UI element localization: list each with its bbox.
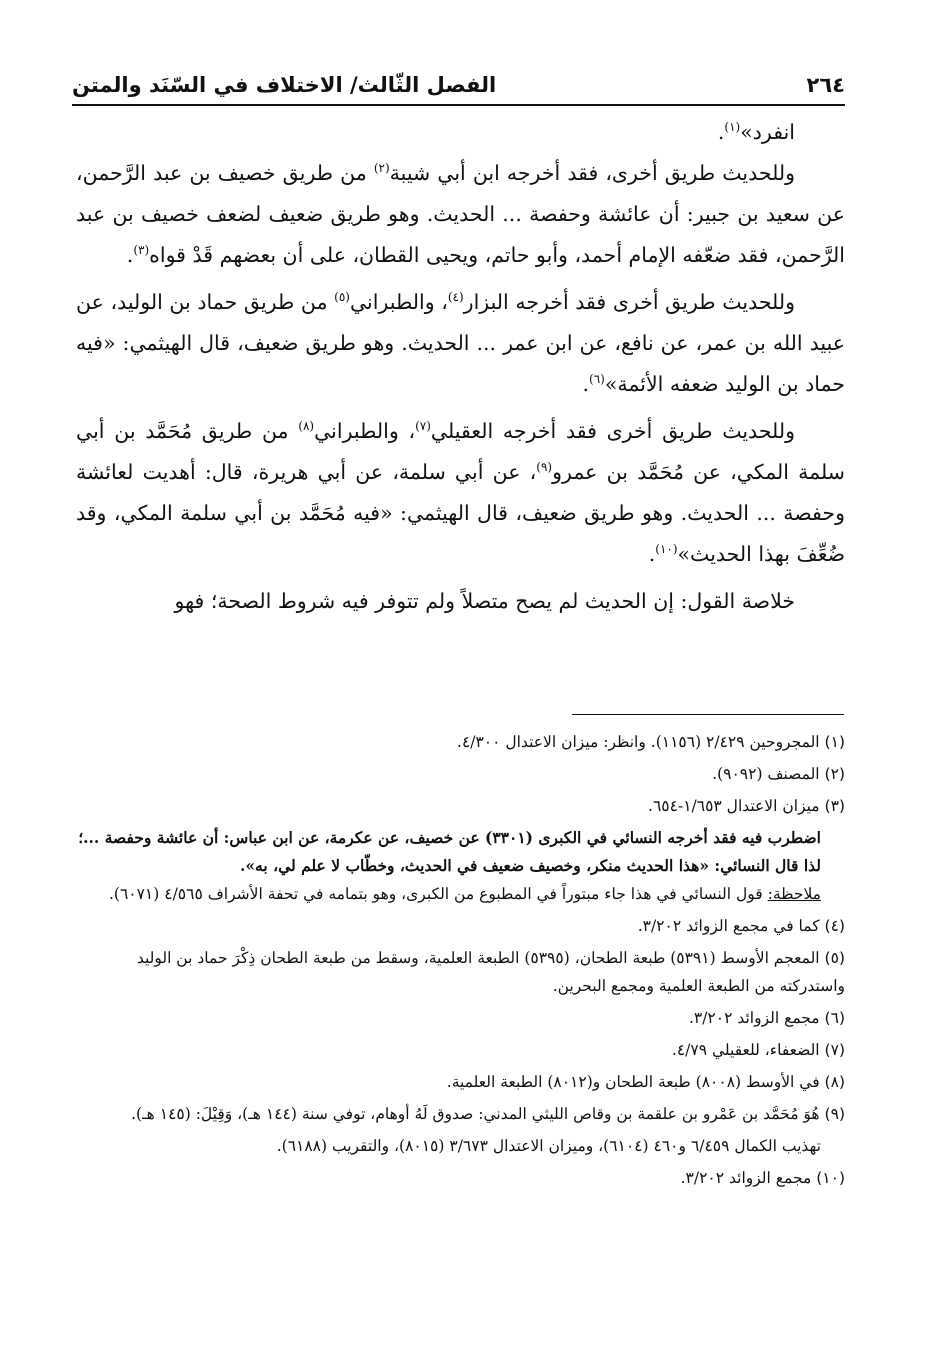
footnote-3-remark: ملاحظة: قول النسائي في هذا جاء مبتوراً في المطبوع من الكبرى، وهو بتمامه في تحفة الأشراف ٤/٥٦٥ (٦٠٧١). xyxy=(108,885,821,903)
footnote-ref-10[interactable]: (١٠) xyxy=(655,542,678,557)
paragraph-3: وللحديث طريق أخرى فقد أخرجه البزار$^{(٤)}$، والطبراني$^{(٥)}$ من طريق حماد بن الوليد، عن عبيد الله بن عمر، عن نافع، عن ابن عمر ... الحديث. وهو طريق ضعيف، قال الهيثمي: «فيه حماد بن الوليد ضعفه الأئمة»$^{(٦)}$. xyxy=(76,290,845,396)
footnote-6: (٦) مجمع الزوائد ٣/٢٠٢. xyxy=(688,1009,845,1027)
footnote-ref-5[interactable]: (٥) xyxy=(334,290,350,305)
footnote-2: (٢) المصنف (٩٠٩٢). xyxy=(712,765,845,783)
footnote-ref-1[interactable]: (١) xyxy=(724,120,741,135)
footnote-ref-7[interactable]: (٧) xyxy=(415,419,431,434)
footnotes xyxy=(72,728,845,1196)
footnote-4: (٤) كما في مجمع الزوائد ٣/٢٠٢. xyxy=(637,917,845,935)
footnote-10: (١٠) مجمع الزوائد ٣/٢٠٢. xyxy=(680,1169,845,1187)
page-header xyxy=(72,68,845,102)
main-text xyxy=(76,112,845,622)
paragraph-5: خلاصة القول: إن الحديث لم يصح متصلاً ولم تتوفر فيه شروط الصحة؛ فهو xyxy=(174,589,795,613)
footnote-9-note: تهذيب الكمال ٦/٤٥٩ و٤٦٠ (٦١٠٤)، وميزان الاعتدال ٣/٦٧٣ (٨٠١٥)، والتقريب (٦١٨٨). xyxy=(276,1137,821,1155)
footnote-ref-4[interactable]: (٤) xyxy=(447,290,464,305)
footnote-3: (٣) ميزان الاعتدال ١/٦٥٣-٦٥٤. xyxy=(648,797,845,815)
header-rule xyxy=(72,104,845,106)
footnote-rule xyxy=(572,714,844,715)
footnote-ref-8[interactable]: (٨) xyxy=(298,419,315,434)
paragraph-4: وللحديث طريق أخرى فقد أخرجه العقيلي$^{(٧)}$، والطبراني$^{(٨)}$ من طريق مُحَمَّد بن أبي سلمة المكي، عن مُحَمَّد بن عمرو$^{(٩)}$، عن أبي سلمة، عن أبي هريرة، قال: أهديت لعائشة وحفصة ... الحديث. وهو طريق ضعيف، قال الهيثمي: «فيه مُحَمَّد بن أبي سلمة المكي، وقد ضُعِّفَ بهذا الحديث»$^{(١٠)}$. xyxy=(76,419,845,566)
footnote-9: (٩) هُوَ مُحَمَّد بن عَمْرو بن علقمة بن وقاص الليثي المدني: صدوق لَهُ أوهام، توفي سنة (١٤٤ هـ)، وَقِيْلَ: (١٤٥ هـ). xyxy=(131,1105,845,1123)
footnote-7: (٧) الضعفاء، للعقيلي ٤/٧٩. xyxy=(671,1041,845,1059)
footnote-8: (٨) في الأوسط (٨٠٠٨) طبعة الطحان و(٨٠١٢) الطبعة العلمية. xyxy=(446,1073,845,1091)
footnote-3-note: اضطرب فيه فقد أخرجه النسائي في الكبرى (٣٣٠١) عن خصيف، عن عكرمة، عن ابن عباس: أن عائشة وحفصة ...؛ لذا قال النسائي: «هذا الحديث منكر، وخصيف ضعيف في الحديث، وخطّاب لا علم لي، به». xyxy=(78,828,821,875)
footnote-5: (٥) المعجم الأوسط (٥٣٩١) طبعة الطحان، (٥٣٩٥) الطبعة العلمية، وسقط من طبعة الطحان ذِكْرَ حماد بن الوليد واستدركته من الطبعة العلمية ومجمع البحرين. xyxy=(136,949,845,995)
remark-label: ملاحظة: xyxy=(767,885,821,903)
paragraph-2: وللحديث طريق أخرى، فقد أخرجه ابن أبي شيبة$^{(٢)}$ من طريق خصيف بن عبد الرَّحمن، عن سعيد بن جبير: أن عائشة وحفصة ... الحديث. وهو طريق ضعيف لضعف خصيف بن عبد الرَّحمن، فقد ضعّفه الإمام أحمد، وأبو حاتم، ويحيى القطان، على أن بعضهم قَدْ قواه$^{(٣)}$. xyxy=(76,161,845,267)
footnote-ref-9[interactable]: (٩) xyxy=(536,460,553,475)
footnote-ref-3[interactable]: (٣) xyxy=(133,243,150,258)
footnote-1: (١) المجروحين ٢/٤٢٩ (١١٥٦). وانظر: ميزان الاعتدال ٤/٣٠٠. xyxy=(457,733,845,751)
footnote-ref-2[interactable]: (٢) xyxy=(373,161,390,176)
paragraph-1: انفرد»$^{(١)}$. xyxy=(717,120,795,144)
chapter-title: الفصل الثّالث/ الاختلاف في السّنَد والمتن xyxy=(72,73,497,97)
page-number: ٢٦٤ xyxy=(806,73,845,97)
footnote-ref-6[interactable]: (٦) xyxy=(589,372,605,387)
